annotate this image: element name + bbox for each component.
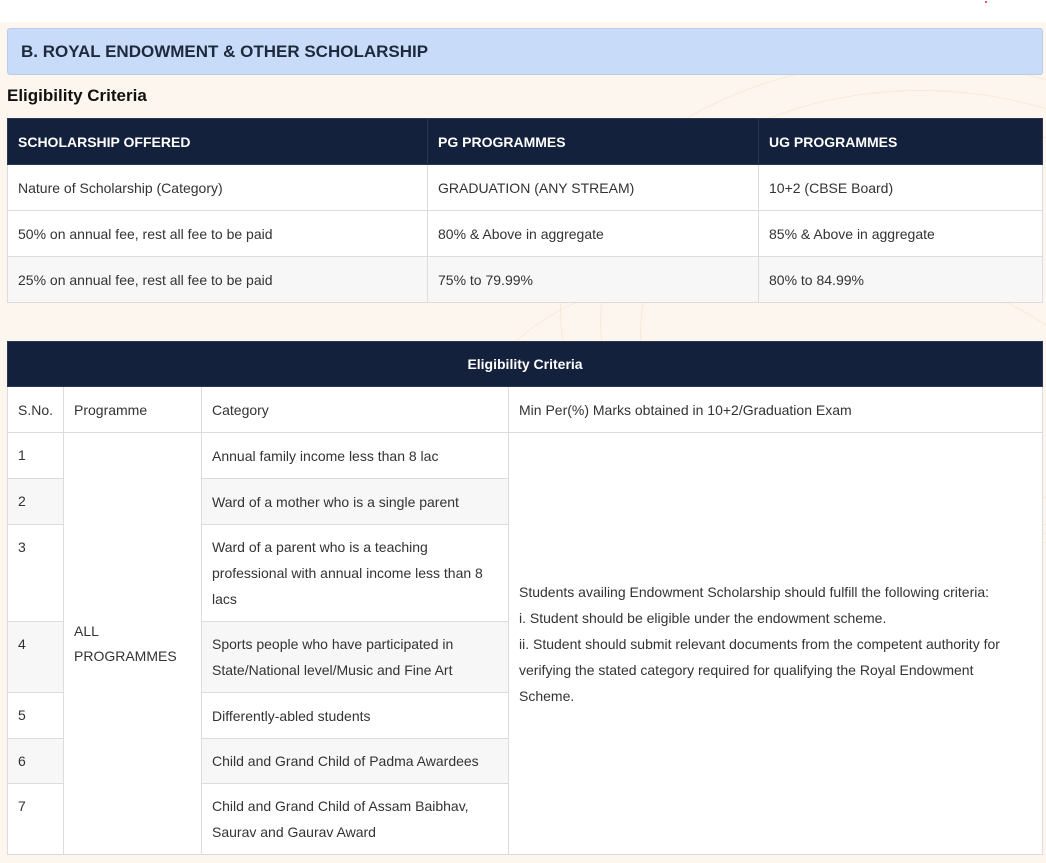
header-sno: S.No. xyxy=(8,387,64,433)
table-title: Eligibility Criteria xyxy=(8,342,1043,387)
table-row xyxy=(8,211,1043,257)
sno-cell: 7 xyxy=(8,784,64,855)
section-header xyxy=(7,28,1043,75)
table-cell: GRADUATION (ANY STREAM) xyxy=(428,165,759,211)
eligibility-criteria-table xyxy=(7,341,1043,855)
table-cell: 80% & Above in aggregate xyxy=(428,211,759,257)
sno-cell: 1 xyxy=(8,433,64,479)
top-strip xyxy=(0,0,1046,22)
scholarship-table xyxy=(7,118,1043,303)
category-cell: Ward of a parent who is a teaching professional with annual income less than 8 lacs xyxy=(202,525,509,622)
header-pg-programmes: PG PROGRAMMES xyxy=(428,119,759,165)
header-scholarship-offered: SCHOLARSHIP OFFERED xyxy=(8,119,428,165)
criteria-note-cell xyxy=(509,433,1043,855)
category-cell: Ward of a mother who is a single parent xyxy=(202,479,509,525)
programme-cell: ALL PROGRAMMES xyxy=(64,433,202,855)
table-cell: Nature of Scholarship (Category) xyxy=(8,165,428,211)
category-cell: Child and Grand Child of Padma Awardees xyxy=(202,739,509,784)
table-cell: 75% to 79.99% xyxy=(428,257,759,303)
header-category: Category xyxy=(202,387,509,433)
table-title-row xyxy=(8,342,1043,387)
sno-cell: 3 xyxy=(8,525,64,622)
eligibility-heading: Eligibility Criteria xyxy=(7,86,147,105)
category-cell: Sports people who have participated in State/National level/Music and Fine Art xyxy=(202,622,509,693)
sno-cell: 2 xyxy=(8,479,64,525)
table-cell: 85% & Above in aggregate xyxy=(759,211,1043,257)
table-header-row xyxy=(8,119,1043,165)
table-row xyxy=(8,433,1043,479)
header-min-marks: Min Per(%) Marks obtained in 10+2/Graduation Exam xyxy=(509,387,1043,433)
sno-cell: 5 xyxy=(8,693,64,739)
criteria-note-line: i. Student should be eligible under the endowment scheme. xyxy=(519,609,887,626)
header-ug-programmes: UG PROGRAMMES xyxy=(759,119,1043,165)
criteria-note-line: ii. Student should submit relevant documents from the competent authority for verifying the stated category required for qualifying the Royal Endowment Scheme. xyxy=(519,635,1000,704)
criteria-note-line: Students availing Endowment Scholarship should fulfill the following criteria: xyxy=(519,583,990,600)
section-title: B. ROYAL ENDOWMENT & OTHER SCHOLARSHIP xyxy=(21,41,429,61)
sno-cell: 6 xyxy=(8,739,64,784)
table-cell: 50% on annual fee, rest all fee to be paid xyxy=(8,211,428,257)
sno-cell: 4 xyxy=(8,622,64,693)
category-cell: Annual family income less than 8 lac xyxy=(202,433,509,479)
table-cell: 80% to 84.99% xyxy=(759,257,1043,303)
table-row xyxy=(8,165,1043,211)
table-cell: 10+2 (CBSE Board) xyxy=(759,165,1043,211)
table-cell: 25% on annual fee, rest all fee to be paid xyxy=(8,257,428,303)
column-header-row xyxy=(8,387,1043,433)
header-programme: Programme xyxy=(64,387,202,433)
table-row xyxy=(8,257,1043,303)
category-cell: Differently-abled students xyxy=(202,693,509,739)
red-dot-marker xyxy=(985,1,987,3)
category-cell: Child and Grand Child of Assam Baibhav, Saurav and Gaurav Award xyxy=(202,784,509,855)
